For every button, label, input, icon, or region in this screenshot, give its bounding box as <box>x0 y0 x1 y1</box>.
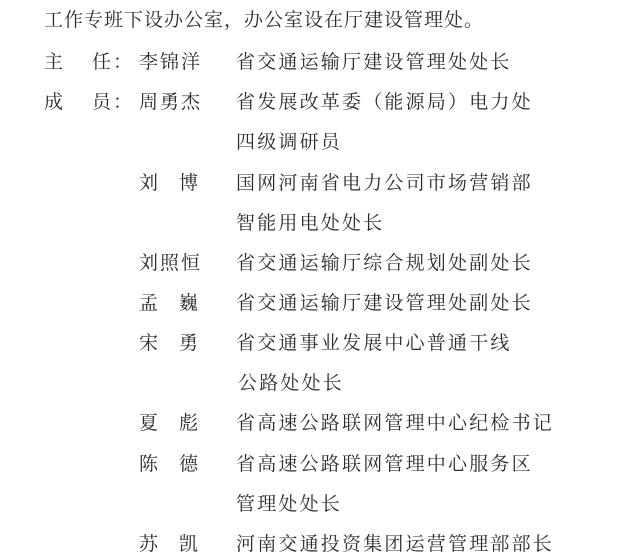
member-title-line: 河南交通投资集团运营管理部部长 <box>236 533 555 555</box>
member-title-line: 智能用电处处长 <box>236 212 385 234</box>
member-title-line: 国网河南省电力公司市场营销部 <box>236 172 533 194</box>
member-name: 刘照恒 <box>139 252 203 274</box>
member-name-char: 苏 <box>139 533 161 555</box>
member-title-line: 省高速公路联网管理中心服务区 <box>236 453 533 475</box>
member-name-char: 凯 <box>179 533 201 555</box>
member-name <box>139 331 200 355</box>
member-name <box>139 291 200 315</box>
member-name-char: 刘 <box>139 172 161 194</box>
member-name-char: 宋 <box>139 332 161 354</box>
intro-sentence: 工作专班下设办公室，办公室设在厅建设管理处。 <box>44 9 485 31</box>
member-name <box>139 532 200 556</box>
member-name-char: 孟 <box>139 292 161 314</box>
director-title: 省交通运输厅建设管理处处长 <box>236 51 512 73</box>
member-title-line: 管理处处长 <box>236 493 343 515</box>
member-name-char: 德 <box>179 453 201 475</box>
member-title-line: 省交通运输厅建设管理处副处长 <box>236 292 533 314</box>
member-name <box>139 171 200 195</box>
member-name-char: 勇 <box>179 332 201 354</box>
member-title-line: 省发展改革委（能源局）电力处 <box>236 91 533 113</box>
member-title-line: 省交通运输厅综合规划处副处长 <box>236 252 533 274</box>
member-name-char: 彪 <box>179 412 201 434</box>
role-char: 任： <box>92 51 135 73</box>
members-role-label <box>44 90 134 114</box>
member-name-char: 夏 <box>139 412 161 434</box>
member-name: 周勇杰 <box>139 91 203 113</box>
director-name: 李锦洋 <box>139 51 203 73</box>
member-name-char: 博 <box>179 172 201 194</box>
member-title-line: 四级调研员 <box>236 131 343 153</box>
role-char: 成 <box>44 91 66 113</box>
role-char: 主 <box>44 51 66 73</box>
director-role-label <box>44 50 134 74</box>
member-title-line: 省高速公路联网管理中心纪检书记 <box>236 412 555 434</box>
member-name <box>139 411 200 435</box>
role-char: 员： <box>92 91 135 113</box>
member-title-line: 公路处处长 <box>238 372 345 394</box>
member-name <box>139 452 200 476</box>
member-title-line: 省交通事业发展中心普通干线 <box>236 332 512 354</box>
member-name-char: 巍 <box>179 292 201 314</box>
member-name-char: 陈 <box>139 453 161 475</box>
